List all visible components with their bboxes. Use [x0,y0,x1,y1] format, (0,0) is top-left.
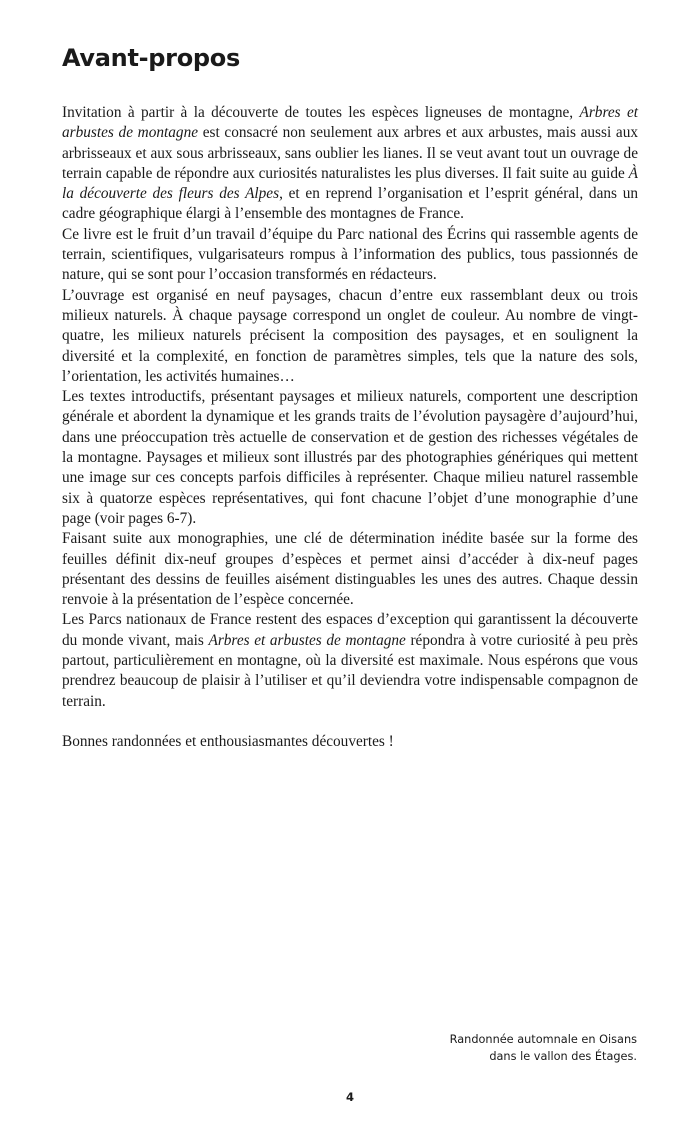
page-number: 4 [345,1090,354,1104]
paragraph-key: Faisant suite aux monographies, une clé de détermination inédite basée sur la forme des feuilles définit dix-neuf groupes d’espèces et permet ainsi d’accéder à dix-neuf pages présentant des dessins de feuilles aisément distinguables les unes des autres. Chaque dessin renvoie à la présentation de l’espèce concernée. [62,530,638,609]
closing-line: Bonnes randonnées et enthousiasmantes découvertes ! [62,733,394,751]
paragraph-organisation: L’ouvrage est organisé en neuf paysages, chacun d’entre eux rassemblant deux ou trois milieux naturels. À chaque paysage correspond un onglet de couleur. Au nombre de vingt-quatre, les milieux naturels précisent la composition des paysages, et en soulignent la diversité et la complexité, en fonction de paramètres simples, tels que la nature des sols, l’orientation, les activités humaines… [62,286,638,385]
paragraph-team: Ce livre est le fruit d’un travail d’équipe du Parc national des Écrins qui rassemble agents de terrain, scientifiques, vulgarisateurs rompus à l’information des publics, tous passionnés de nature, qui se sont pour l’occasion transformés en rédacteurs. [62,225,638,284]
text-run: Les Parcs nationaux de France restent des espaces d’exception qui garantissent la découverte du monde vivant, mais [62,611,638,649]
photo-caption [450,1031,637,1065]
text-run: , et en reprend l’organisation et l’esprit général, dans un cadre géographique élargi à l’ensemble des montagnes de France. [62,185,639,223]
caption-line-2: dans le vallon des Étages. [489,1050,637,1063]
text-run: est consacré non seulement aux arbres et aux arbustes, mais aussi aux arbrisseaux et aux sous arbrisseaux, sans oublier les lianes. Il se veut avant tout un ouvrage de terrain capable de répondre aux curiosités naturalistes les plus diverses. Il fait suite au guide [62,124,638,182]
text-run: répondra à votre curiosité à peu près partout, particulièrement en montagne, où la diversité est maximale. Nous espérons que vous prendrez beaucoup de plaisir à l’utiliser et qu’il deviendra votre indispensable compagnon de terrain. [62,631,638,710]
body-text [62,103,638,753]
paragraph-intro [62,103,638,225]
page-title: Avant-propos [62,44,240,72]
guide-title: À la découverte des fleurs des Alpes [62,164,639,203]
paragraph-texts: Les textes introductifs, présentant paysages et milieux naturels, comportent une description générale et abordent la dynamique et les grands traits de l’évolution paysagère d’aujourd’hui, dans une préoccupation très actuelle de conservation et de gestion des richesses végétales de la montagne. Paysages et milieux sont illustrés par des photographies génériques qui mettent une image sur ces concepts parfois difficiles à représenter. Chaque milieu naturel rassemble six à quatorze espèces représentatives, qui font chacune l’objet d’une monographie d’une page (voir pages 6-7). [62,388,638,527]
paragraph-parks [62,610,638,711]
book-title: Arbres et arbustes de montagne [208,631,406,649]
caption-line-1: Randonnée automnale en Oisans [449,1033,637,1046]
book-title: Arbres et arbustes de montagne [62,104,638,142]
text-run: Invitation à partir à la découverte de toutes les espèces ligneuses de montagne, [62,104,580,121]
